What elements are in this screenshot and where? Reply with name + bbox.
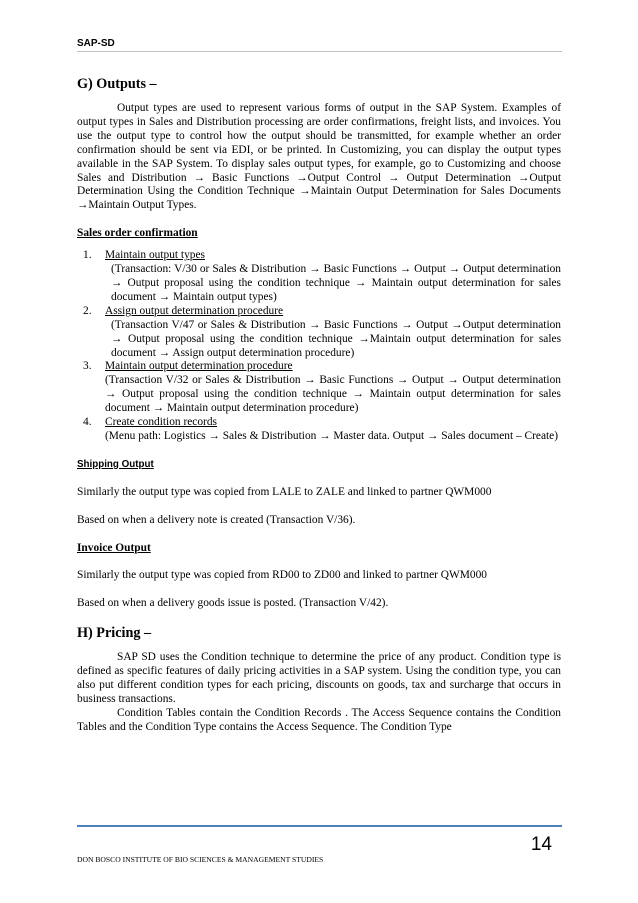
shipping-line-1: Similarly the output type was copied from LALE to ZALE and linked to partner QWM000 [77, 485, 492, 498]
step-item [83, 360, 561, 416]
outputs-paragraph: Output types are used to represent various forms of output in the SAP System. Examples of output types in Sales and Distribution processing are order confirmations, freight lists, and invoices. You use the output type to control how the output should be transmitted, for example whether an order confirmation should be sent via EDI, or be printed. In Customizing, you can display the output types available in the SAP System. To display sales output types, for example, go to Customizing and choose Sales and Distribution → Basic Functions →Output Control → Output Determination →Output Determination Using the Condition Technique →Maintain Output Determination for Sales Documents →Maintain Output Types. [77, 102, 561, 212]
step-item [83, 249, 561, 305]
step-number: 4. [83, 416, 92, 429]
step-detail: (Transaction: V/30 or Sales & Distribution → Basic Functions → Output → Output determination → Output proposal using the condition technique → Maintain output determination for sales document → Maintain output types) [111, 263, 561, 303]
step-number: 3. [83, 360, 92, 373]
step-number: 1. [83, 249, 92, 262]
step-item [83, 416, 561, 444]
step-number: 2. [83, 304, 92, 317]
step-detail: (Transaction V/47 or Sales & Distribution → Basic Functions → Output →Output determination → Output proposal using the condition technique →Maintain output determination for sales document → Assign output determination procedure) [111, 318, 561, 359]
pricing-paragraph-1: SAP SD uses the Condition technique to determine the price of any product. Condition type is defined as specific features of daily pricing activities in a SAP system. Using the condition type, you can also put different condition types for each pricing, discounts on goods, tax and surcharge that occurs in business transactions. [77, 651, 561, 705]
running-header: SAP-SD [77, 38, 115, 49]
shipping-line-2: Based on when a delivery note is created (Transaction V/36). [77, 513, 356, 526]
invoice-heading: Invoice Output [77, 541, 151, 554]
invoice-line-2: Based on when a delivery goods issue is posted. (Transaction V/42). [77, 597, 389, 610]
step-title: Create condition records [105, 416, 217, 429]
footer-divider [77, 825, 562, 827]
invoice-line-1: Similarly the output type was copied from RD00 to ZD00 and linked to partner QWM000 [77, 569, 487, 582]
step-title: Maintain output determination procedure [105, 360, 293, 373]
step-item [83, 305, 561, 361]
step-detail: (Menu path: Logistics → Sales & Distribution → Master data. Output → Sales document – Create) [105, 429, 559, 442]
pricing-heading: H) Pricing – [77, 625, 152, 642]
outputs-heading: G) Outputs – [77, 76, 157, 92]
step-detail: (Transaction V/32 or Sales & Distribution → Basic Functions → Output → Output determination → Output proposal using the condition technique → Maintain output determination for sales document → Maintain output determination procedure) [105, 374, 561, 415]
step-title: Assign output determination procedure [105, 304, 284, 317]
page-content [77, 76, 561, 735]
header-divider [77, 51, 562, 52]
shipping-heading: Shipping Output [77, 458, 154, 470]
sales-order-steps [77, 249, 561, 444]
footer-institute: DON BOSCO INSTITUTE OF BIO SCIENCES & MANAGEMENT STUDIES [77, 855, 324, 864]
sales-order-heading: Sales order confirmation [77, 227, 198, 240]
page-number: 14 [530, 834, 552, 855]
pricing-paragraph-2: Condition Tables contain the Condition Records . The Access Sequence contains the Condition Tables and the Condition Type contains the Access Sequence. The Condition Type [77, 706, 561, 733]
step-title: Maintain output types [105, 249, 205, 262]
